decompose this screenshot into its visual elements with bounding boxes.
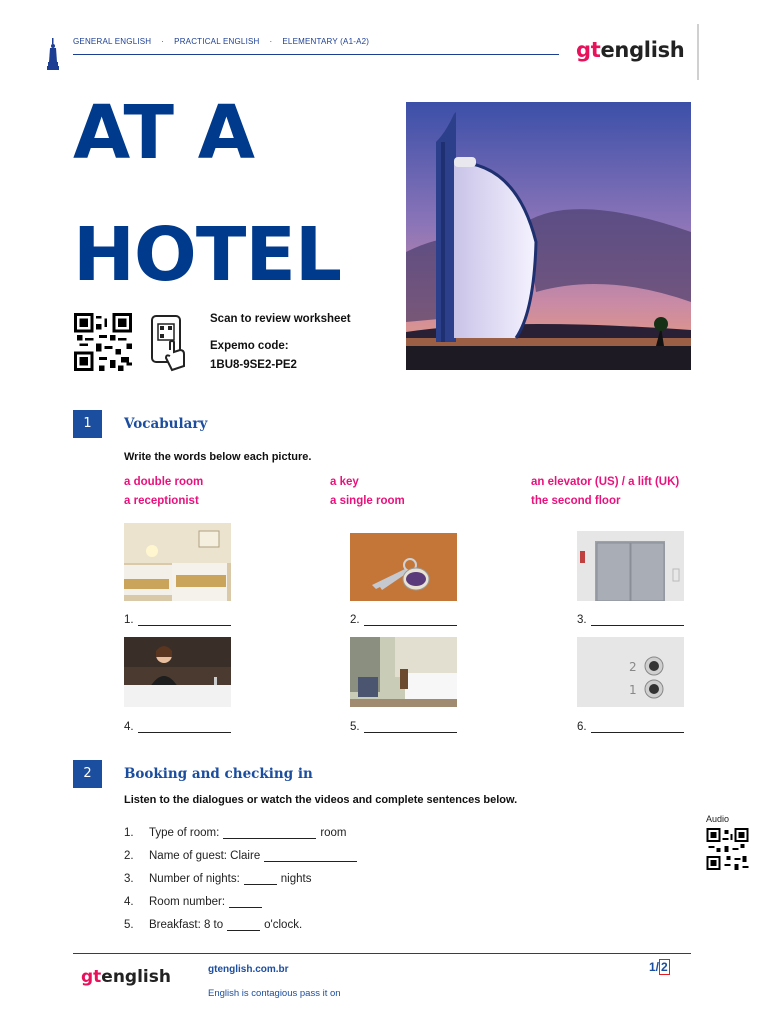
footer-website-link[interactable]: gtenglish.com.br	[208, 964, 289, 975]
brand-logo: gtenglish	[576, 38, 685, 62]
word-bank-item: a key	[330, 476, 359, 488]
statue-of-liberty-icon	[46, 38, 60, 70]
section-number: 2	[73, 760, 102, 788]
question-item: 2. Name of guest: Claire	[124, 850, 361, 862]
breadcrumb-separator: ·	[161, 37, 165, 46]
breadcrumb-separator: ·	[269, 37, 273, 46]
scan-instruction: Scan to review worksheet	[210, 313, 351, 325]
qr-code[interactable]	[73, 313, 133, 371]
answer-blank[interactable]	[244, 873, 277, 885]
elevator-photo	[577, 531, 684, 601]
elevator-floor-label: 1	[629, 683, 637, 697]
hotel-photo	[406, 102, 691, 370]
page-title-line-1: AT A	[73, 90, 255, 176]
breadcrumb-item: PRACTICAL ENGLISH	[174, 37, 260, 46]
answer-blank[interactable]: 5.	[350, 721, 457, 733]
breadcrumb	[73, 37, 369, 46]
section-instruction: Listen to the dialogues or watch the videos and complete sentences below.	[124, 794, 518, 806]
double-room-photo	[124, 523, 231, 601]
phone-scan-icon	[150, 314, 192, 372]
elevator-buttons-photo	[577, 637, 684, 707]
answer-blank[interactable]	[264, 850, 357, 862]
word-bank-item: a double room	[124, 476, 204, 488]
elevator-floor-label: 2	[629, 660, 637, 674]
section-title: Vocabulary	[124, 416, 208, 432]
header-divider	[73, 54, 559, 55]
footer-divider	[73, 953, 691, 954]
answer-blank[interactable]	[227, 919, 260, 931]
footer-tagline: English is contagious pass it on	[208, 988, 341, 999]
section-instruction: Write the words below each picture.	[124, 451, 312, 463]
single-room-photo	[350, 637, 457, 707]
footer-logo: gtenglish	[81, 967, 171, 987]
page-title-line-2: HOTEL	[73, 212, 342, 298]
breadcrumb-item: ELEMENTARY (A1-A2)	[282, 37, 370, 46]
breadcrumb-item: GENERAL ENGLISH	[73, 37, 152, 46]
section-title: Booking and checking in	[124, 766, 313, 782]
audio-label: Audio	[706, 814, 730, 824]
answer-blank[interactable]	[223, 827, 316, 839]
code-label: Expemo code:	[210, 340, 289, 352]
word-bank-item: the second floor	[531, 495, 621, 507]
answer-blank[interactable]: 6.	[577, 721, 684, 733]
answer-blank[interactable]: 4.	[124, 721, 231, 733]
answer-blank[interactable]: 3.	[577, 614, 684, 626]
header-side-bar	[697, 24, 699, 80]
answer-blank[interactable]	[229, 896, 262, 908]
word-bank-item: an elevator (US) / a lift (UK)	[531, 476, 680, 488]
question-item: 4. Room number:	[124, 896, 266, 908]
word-bank-item: a single room	[330, 495, 405, 507]
question-item: 3. Number of nights: nights	[124, 873, 312, 885]
expemo-code: 1BU8-9SE2-PE2	[210, 359, 297, 371]
audio-qr-code[interactable]	[705, 828, 750, 870]
section-number: 1	[73, 410, 102, 438]
answer-blank[interactable]: 2.	[350, 614, 457, 626]
question-item: 5. Breakfast: 8 to o'clock.	[124, 919, 303, 931]
answer-blank[interactable]: 1.	[124, 614, 231, 626]
next-page-link[interactable]: 2	[661, 960, 668, 974]
word-bank-item: a receptionist	[124, 495, 199, 507]
key-photo	[350, 533, 457, 601]
page-number: 1/ 2	[649, 960, 668, 974]
question-item: 1. Type of room: room	[124, 827, 347, 839]
receptionist-photo	[124, 637, 231, 707]
